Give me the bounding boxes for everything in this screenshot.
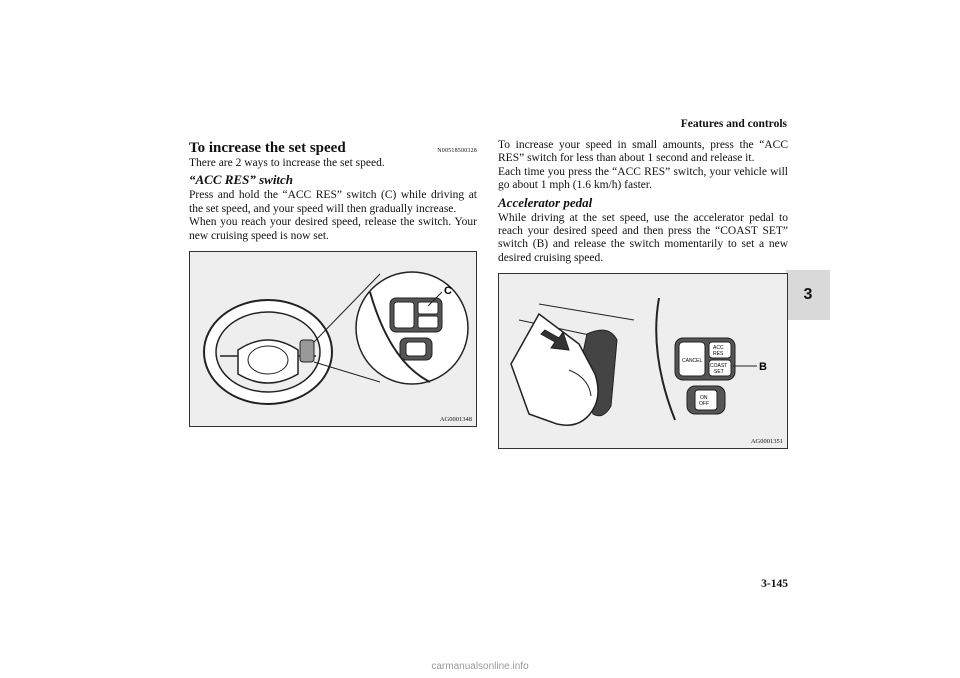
right-paragraph-2: Each time you press the “ACC RES” switch, your vehicle will go about 1 mph (1.6 km/h) faster. (498, 165, 788, 192)
figure-code-left: AG0001348 (439, 416, 472, 424)
chapter-tab: 3 (786, 270, 830, 320)
coast-switch-label: COAST (710, 363, 728, 370)
pedal-illustration (499, 274, 787, 448)
page-number: 3-145 (761, 578, 788, 590)
acc-res-subheading: “ACC RES” switch (189, 172, 294, 188)
figure-code-right: AG0001351 (750, 438, 783, 446)
right-paragraph-1: To increase your speed in small amounts, press the “ACC RES” switch for less than about 1 second and release it. (498, 139, 788, 165)
set-switch-label: SET (714, 369, 724, 376)
right-column (498, 139, 788, 449)
steering-wheel-figure (189, 251, 477, 427)
intro-paragraph: There are 2 ways to increase the set speed. (189, 157, 385, 169)
accelerator-paragraph: While driving at the set speed, use the accelerator pedal to reach your desired speed and then press the “COAST SET” switch (B) and release the switch momentarily to set a new desired cruising speed. (498, 211, 788, 264)
res-switch-label: RES (713, 351, 724, 358)
cancel-switch-label: CANCEL (682, 358, 703, 365)
on-switch-label: ON (700, 395, 708, 402)
accelerator-subheading: Accelerator pedal (498, 194, 593, 210)
heading-text: To increase the set speed (189, 140, 346, 156)
acc-res-paragraph-1: Press and hold the “ACC RES” switch (C) while driving at the set speed, and your speed will then gradually increase. (189, 189, 477, 215)
watermark-footer: carmanualsonline.info (431, 661, 529, 672)
acc-res-paragraph-2: When you reach your desired speed, release the switch. Your new cruising speed is now set. (189, 216, 477, 242)
heading-code: N00518500328 (437, 148, 477, 154)
steering-wheel-illustration (190, 252, 476, 426)
left-column (189, 136, 477, 427)
section-header: Features and controls (680, 118, 787, 130)
callout-c: C (444, 285, 452, 298)
callout-b: B (759, 361, 767, 374)
section-heading (189, 140, 477, 157)
pedal-figure (498, 273, 788, 449)
acc-switch-label: ACC (713, 345, 724, 352)
off-switch-label: OFF (699, 401, 709, 408)
